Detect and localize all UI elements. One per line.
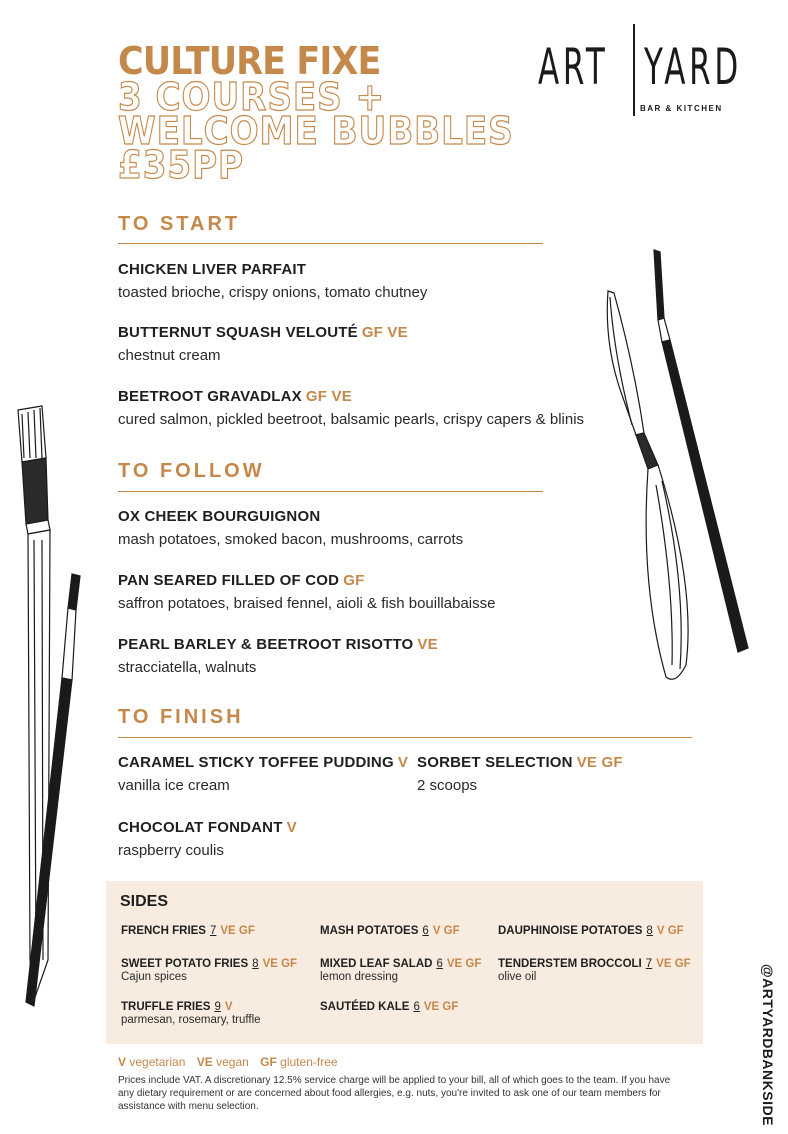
- side-price: 6: [436, 958, 443, 970]
- dietary-tags: VE GF: [423, 1001, 459, 1013]
- dish-description: chestnut cream: [118, 347, 221, 364]
- dietary-tags: GF VE: [361, 324, 408, 341]
- side-price: 8: [252, 958, 259, 970]
- side-price: 7: [645, 958, 653, 970]
- dish-name: SORBET SELECTION VE GF: [417, 754, 623, 771]
- dish-item: [118, 636, 438, 676]
- dish-item: [417, 754, 623, 794]
- section-heading-finish: TO FINISH: [118, 706, 244, 728]
- side-item: TRUFFLE FRIES 9 V parmesan, rosemary, truffle: [121, 1001, 261, 1026]
- section-divider: [118, 243, 543, 244]
- side-item: FRENCH FRIES 7 VE GF: [121, 925, 255, 937]
- dietary-tags: GF VE: [305, 388, 352, 405]
- dish-item: [118, 324, 408, 364]
- dish-item: [118, 261, 427, 301]
- dietary-tags: V: [286, 819, 297, 836]
- legend-code: V: [118, 1055, 127, 1069]
- dish-item: [118, 508, 463, 548]
- dish-item: [118, 388, 584, 428]
- dietary-tags: GF: [343, 572, 365, 589]
- dietary-tags: V: [224, 1001, 233, 1013]
- section-divider: [118, 737, 692, 738]
- dish-description: mash potatoes, smoked bacon, mushrooms, carrots: [118, 531, 464, 548]
- side-item: MASH POTATOES 6 V GF: [320, 925, 460, 937]
- section-divider: [118, 491, 543, 492]
- dish-description: cured salmon, pickled beetroot, balsamic pearls, crispy capers & blinis: [118, 411, 585, 428]
- dietary-legend: [118, 1055, 338, 1069]
- side-description: olive oil: [498, 971, 537, 983]
- side-price: 6: [422, 925, 429, 937]
- side-item: MIXED LEAF SALAD 6 VE GF lemon dressing: [320, 958, 482, 983]
- dish-description: toasted brioche, crispy onions, tomato chutney: [118, 284, 428, 301]
- dish-description: saffron potatoes, braised fennel, aioli & fish bouillabaisse: [118, 595, 496, 612]
- dietary-tags: VE GF: [446, 958, 482, 970]
- side-item: DAUPHINOISE POTATOES 8 V GF: [498, 925, 684, 937]
- dietary-tags: VE GF: [576, 754, 623, 771]
- logo-word-left: ART: [538, 38, 609, 96]
- legend-label: vegetarian: [129, 1055, 186, 1069]
- side-price: 7: [209, 925, 217, 937]
- dish-item: [118, 572, 495, 612]
- dish-name: PEARL BARLEY & BEETROOT RISOTTO VE: [118, 636, 438, 653]
- dish-name: CARAMEL STICKY TOFFEE PUDDING V: [118, 754, 409, 771]
- artyard-logo: [538, 24, 742, 116]
- side-description: Cajun spices: [121, 971, 187, 983]
- dish-name: BEETROOT GRAVADLAX GF VE: [118, 388, 352, 405]
- logo-word-right: YARD: [644, 38, 743, 96]
- subtitle-line: WELCOME BUBBLES: [118, 109, 514, 153]
- dietary-tags: V GF: [656, 925, 684, 937]
- dish-name: CHOCOLAT FONDANT V: [118, 819, 297, 836]
- side-description: parmesan, rosemary, truffle: [121, 1014, 261, 1026]
- menu-title: CULTURE FIXE: [118, 39, 381, 83]
- dish-name: PAN SEARED FILLED OF COD GF: [118, 572, 365, 589]
- side-price: 6: [413, 1001, 420, 1013]
- subtitle-line: 3 COURSES +: [118, 75, 386, 119]
- side-item: SWEET POTATO FRIES 8 VE GF Cajun spices: [121, 958, 298, 983]
- subtitle-line: £35PP: [118, 143, 245, 187]
- dish-description: stracciatella, walnuts: [118, 659, 257, 676]
- legend-label: vegan: [216, 1055, 249, 1069]
- sides-heading: SIDES: [120, 893, 169, 910]
- sides-panel: [106, 881, 703, 1044]
- dish-name: OX CHEEK BOURGUIGNON: [118, 508, 321, 525]
- dietary-tags: VE: [417, 636, 438, 653]
- dietary-tags: V GF: [432, 925, 460, 937]
- side-description: lemon dressing: [320, 971, 398, 983]
- fine-brush-illustration: [18, 570, 88, 1010]
- dish-item: [118, 754, 408, 794]
- fine-brush-illustration: [648, 248, 758, 658]
- dish-name: CHICKEN LIVER PARFAIT: [118, 261, 307, 278]
- legend-code: VE: [196, 1055, 213, 1069]
- logo-divider: [633, 24, 635, 116]
- dietary-tags: VE GF: [656, 958, 691, 970]
- menu-subtitle: [118, 75, 514, 187]
- dish-item: [118, 819, 297, 859]
- dish-description: vanilla ice cream: [118, 777, 230, 794]
- legend-label: gluten-free: [280, 1055, 338, 1069]
- dietary-tags: VE GF: [220, 925, 255, 937]
- dietary-tags: VE GF: [262, 958, 298, 970]
- side-price: 9: [214, 1001, 221, 1013]
- dish-name: BUTTERNUT SQUASH VELOUTÉ GF VE: [118, 324, 408, 341]
- section-heading-start: TO START: [118, 213, 241, 235]
- dish-description: 2 scoops: [417, 777, 478, 794]
- dish-description: raspberry coulis: [118, 842, 224, 859]
- dietary-tags: V: [397, 754, 409, 771]
- logo-subtitle: BAR & KITCHEN: [640, 104, 723, 113]
- side-item: TENDERSTEM BROCCOLI 7 VE GF olive oil: [498, 958, 691, 983]
- side-price: 8: [646, 925, 653, 937]
- social-handle: @ARTYARDBANKSIDE: [760, 964, 776, 1126]
- service-note: Prices include VAT. A discretionary 12.5% service charge will be applied to your bill, all of which goes to the team. If you have any dietary requirement or are concerned about food allergies, e.g. nuts, you're invited to ask one of our team members for assistance with menu selection.: [118, 1075, 671, 1112]
- section-heading-follow: TO FOLLOW: [118, 460, 265, 482]
- legend-code: GF: [260, 1055, 277, 1069]
- side-item: SAUTÉED KALE 6 VE GF: [320, 1001, 459, 1013]
